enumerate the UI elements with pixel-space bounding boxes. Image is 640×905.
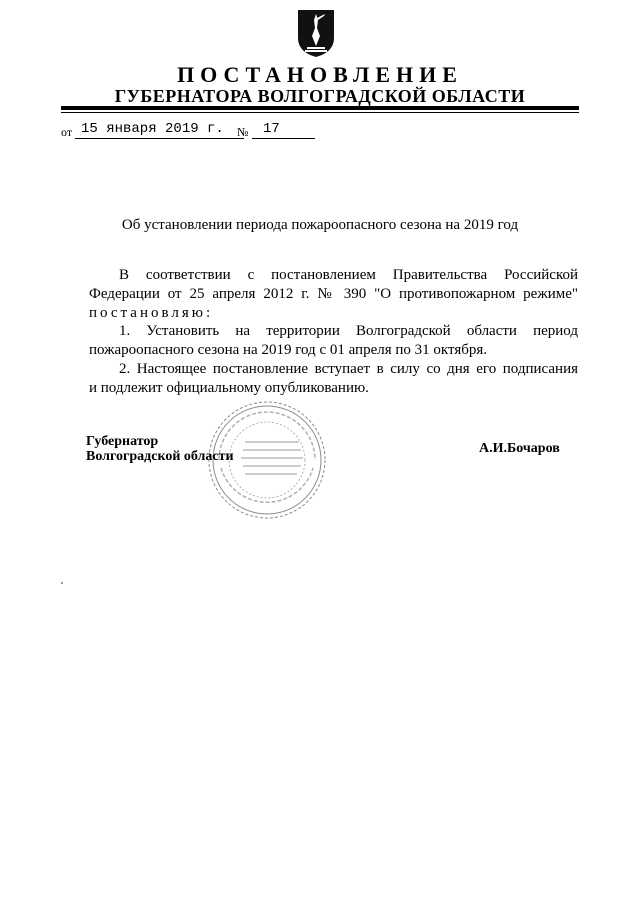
signatory-position	[86, 434, 234, 464]
volgograd-emblem-icon	[296, 8, 336, 58]
issuing-authority: ГУБЕРНАТОРА ВОЛГОГРАДСКОЙ ОБЛАСТИ	[114, 86, 526, 106]
signatory-name: А.И.Бочаров	[479, 441, 560, 456]
from-label: от	[61, 125, 73, 139]
clause-1	[89, 322, 578, 360]
text-line: 2. Настоящее постановление вступает в силу со дня его подписания	[119, 361, 578, 377]
document-number: 17	[263, 121, 280, 137]
document-date: 15 января 2019 г.	[81, 121, 224, 137]
text-line: 1. Установить на территории Волгоградской области период	[119, 323, 578, 339]
text-line: и подлежит официальному опубликованию.	[89, 380, 369, 396]
text-line: В соответствии с постановлением Правительства Российской	[119, 267, 578, 283]
text-line: пожароопасного сезона на 2019 год с 01 апреля по 31 октября.	[89, 342, 488, 358]
resolve-word: постановляю:	[89, 305, 214, 321]
date-number-line	[61, 121, 361, 141]
header-thin-rule	[61, 112, 579, 113]
position-line: Волгоградской области	[86, 449, 234, 464]
header-thick-rule	[61, 106, 579, 110]
date-underline	[75, 138, 244, 139]
scan-speck	[61, 582, 63, 584]
document-type-title: ПОСТАНОВЛЕНИЕ	[177, 62, 463, 87]
text-line: Федерации от 25 апреля 2012 г. № 390 "О противопожарном режиме"	[89, 286, 578, 302]
position-line: Губернатор	[86, 434, 159, 449]
number-underline	[252, 138, 315, 139]
document-subject: Об установлении периода пожароопасного сезона на 2019 год	[121, 217, 519, 233]
clause-2	[89, 360, 578, 398]
number-label: №	[237, 125, 249, 139]
preamble-paragraph	[89, 266, 578, 323]
